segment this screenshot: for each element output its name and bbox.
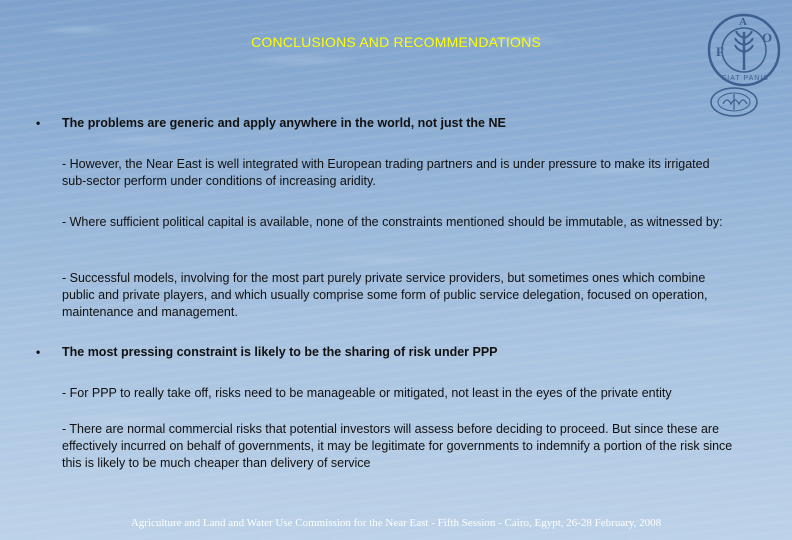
slide-footer: Agriculture and Land and Water Use Commission for the Near East - Fifth Session - Cairo, Egypt, 26-28 February, 2008: [130, 517, 662, 529]
slide-title: CONCLUSIONS AND RECOMMENDATIONS: [251, 34, 541, 50]
bullet-1-paragraph-2: - Where sufficient political capital is available, none of the constraints mentioned should be immutable, as witnessed by:: [62, 215, 723, 229]
logo-letter-o: O: [762, 30, 773, 45]
bullet-dot: •: [36, 116, 41, 130]
bullet-2-heading: The most pressing constraint is likely to be the sharing of risk under PPP: [62, 345, 498, 359]
logo-motto: FIAT PANIS: [722, 75, 769, 82]
logo-letter-f: F: [716, 44, 724, 59]
logo-letter-a: A: [739, 16, 747, 28]
commission-seal-icon: [709, 86, 759, 118]
bullet-2-paragraph-1: - For PPP to really take off, risks need to be manageable or mitigated, not least in the eyes of the private entity: [62, 386, 672, 400]
fao-logo-icon: [706, 12, 782, 88]
bullet-1-paragraph-1: - However, the Near East is well integrated with European trading partners and is under pressure to make its irrigated sub-sector perform under conditions of increasing aridity.: [62, 157, 710, 188]
bullet-1-paragraph-3: - Successful models, involving for the most part purely private service providers, but sometimes ones which combine public and private players, and which usually comprise some form of public service delegation, focused on operation, maintenance and management.: [62, 271, 708, 319]
bullet-2-paragraph-2: - There are normal commercial risks that potential investors will assess before deciding to proceed. But since these are effectively incurred on behalf of governments, it may be legitimate for governments to indemnify a portion of the risk since this is likely to be much cheaper than delivery of service: [62, 422, 733, 470]
bullet-dot: •: [36, 345, 41, 359]
bullet-1-heading: The problems are generic and apply anywhere in the world, not just the NE: [62, 116, 506, 130]
